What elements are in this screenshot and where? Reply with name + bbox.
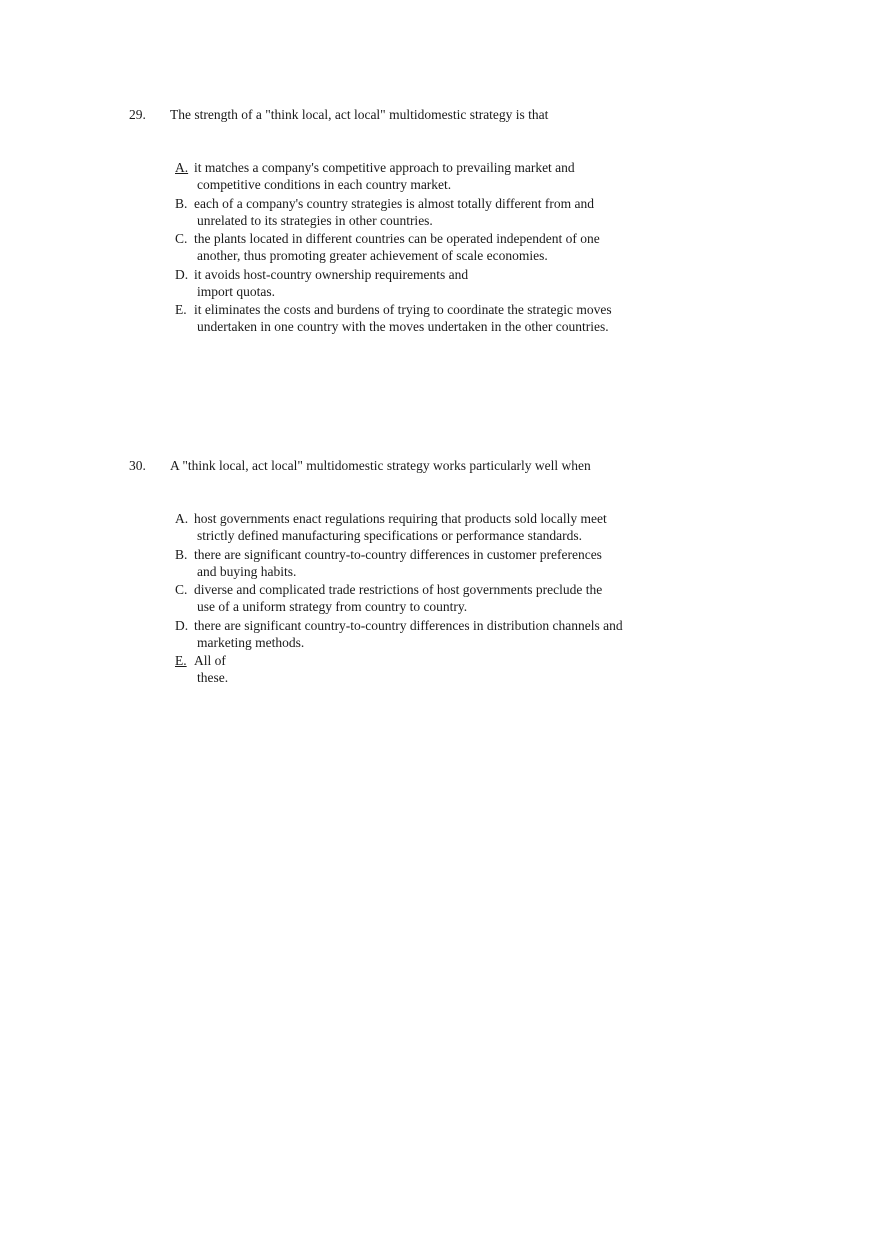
question-text: A "think local, act local" multidomestic strategy works particularly well when bbox=[170, 458, 591, 473]
choice-text-continued: these. bbox=[197, 670, 229, 685]
choice-letter: D. bbox=[175, 617, 189, 633]
choice-letter: B. bbox=[175, 546, 188, 562]
choice-e bbox=[175, 652, 695, 686]
choice-letter: E. bbox=[175, 302, 187, 317]
choice-text-continued: strictly defined manufacturing specifications or performance standards. bbox=[197, 528, 582, 543]
choice-letter: B. bbox=[175, 195, 188, 211]
choice-text: it eliminates the costs and burdens of trying to coordinate the strategic moves bbox=[194, 302, 612, 317]
choice-text-continued: use of a uniform strategy from country to country. bbox=[197, 599, 468, 614]
answer-choices bbox=[175, 159, 695, 337]
answer-choices bbox=[175, 510, 695, 688]
choice-d bbox=[175, 617, 695, 651]
choice-text: host governments enact regulations requiring that products sold locally meet bbox=[194, 511, 607, 526]
choice-letter: E. bbox=[175, 653, 187, 668]
question-number: 30. bbox=[129, 458, 146, 473]
choice-b bbox=[175, 195, 695, 229]
choice-c bbox=[175, 230, 695, 264]
question-number: 29. bbox=[129, 107, 146, 122]
choice-text: it avoids host-country ownership requirements and bbox=[194, 266, 469, 282]
choice-text-continued: import quotas. bbox=[197, 283, 275, 299]
question-stem bbox=[129, 106, 829, 124]
choice-text: the plants located in different countries can be operated independent of one bbox=[194, 231, 600, 246]
choice-text-continued: marketing methods. bbox=[197, 634, 305, 650]
choice-text-continued: unrelated to its strategies in other countries. bbox=[197, 212, 433, 228]
choice-text: there are significant country-to-country differences in customer preferences bbox=[194, 546, 602, 562]
choice-d bbox=[175, 266, 695, 300]
choice-letter: C. bbox=[175, 582, 188, 597]
choice-text: there are significant country-to-country differences in distribution channels and bbox=[194, 617, 623, 633]
choice-letter: C. bbox=[175, 231, 188, 246]
choice-text: All of bbox=[194, 653, 226, 668]
choice-c bbox=[175, 581, 695, 615]
choice-a bbox=[175, 510, 695, 544]
question-stem bbox=[129, 457, 829, 475]
choice-text: it matches a company's competitive approach to prevailing market and bbox=[194, 160, 575, 175]
choice-letter: A. bbox=[175, 511, 189, 526]
choice-letter: D. bbox=[175, 266, 189, 282]
choice-text-continued: competitive conditions in each country market. bbox=[197, 177, 452, 192]
choice-letter: A. bbox=[175, 160, 189, 175]
choice-text-continued: undertaken in one country with the moves undertaken in the other countries. bbox=[197, 319, 609, 334]
choice-text-continued: another, thus promoting greater achievement of scale economies. bbox=[197, 248, 548, 263]
choice-a bbox=[175, 159, 695, 193]
choice-text-continued: and buying habits. bbox=[197, 563, 297, 579]
choice-text: diverse and complicated trade restrictions of host governments preclude the bbox=[194, 582, 603, 597]
choice-text: each of a company's country strategies is almost totally different from and bbox=[194, 195, 594, 211]
choice-e bbox=[175, 301, 695, 335]
question-text: The strength of a "think local, act local" multidomestic strategy is that bbox=[170, 107, 549, 122]
choice-b bbox=[175, 546, 695, 580]
